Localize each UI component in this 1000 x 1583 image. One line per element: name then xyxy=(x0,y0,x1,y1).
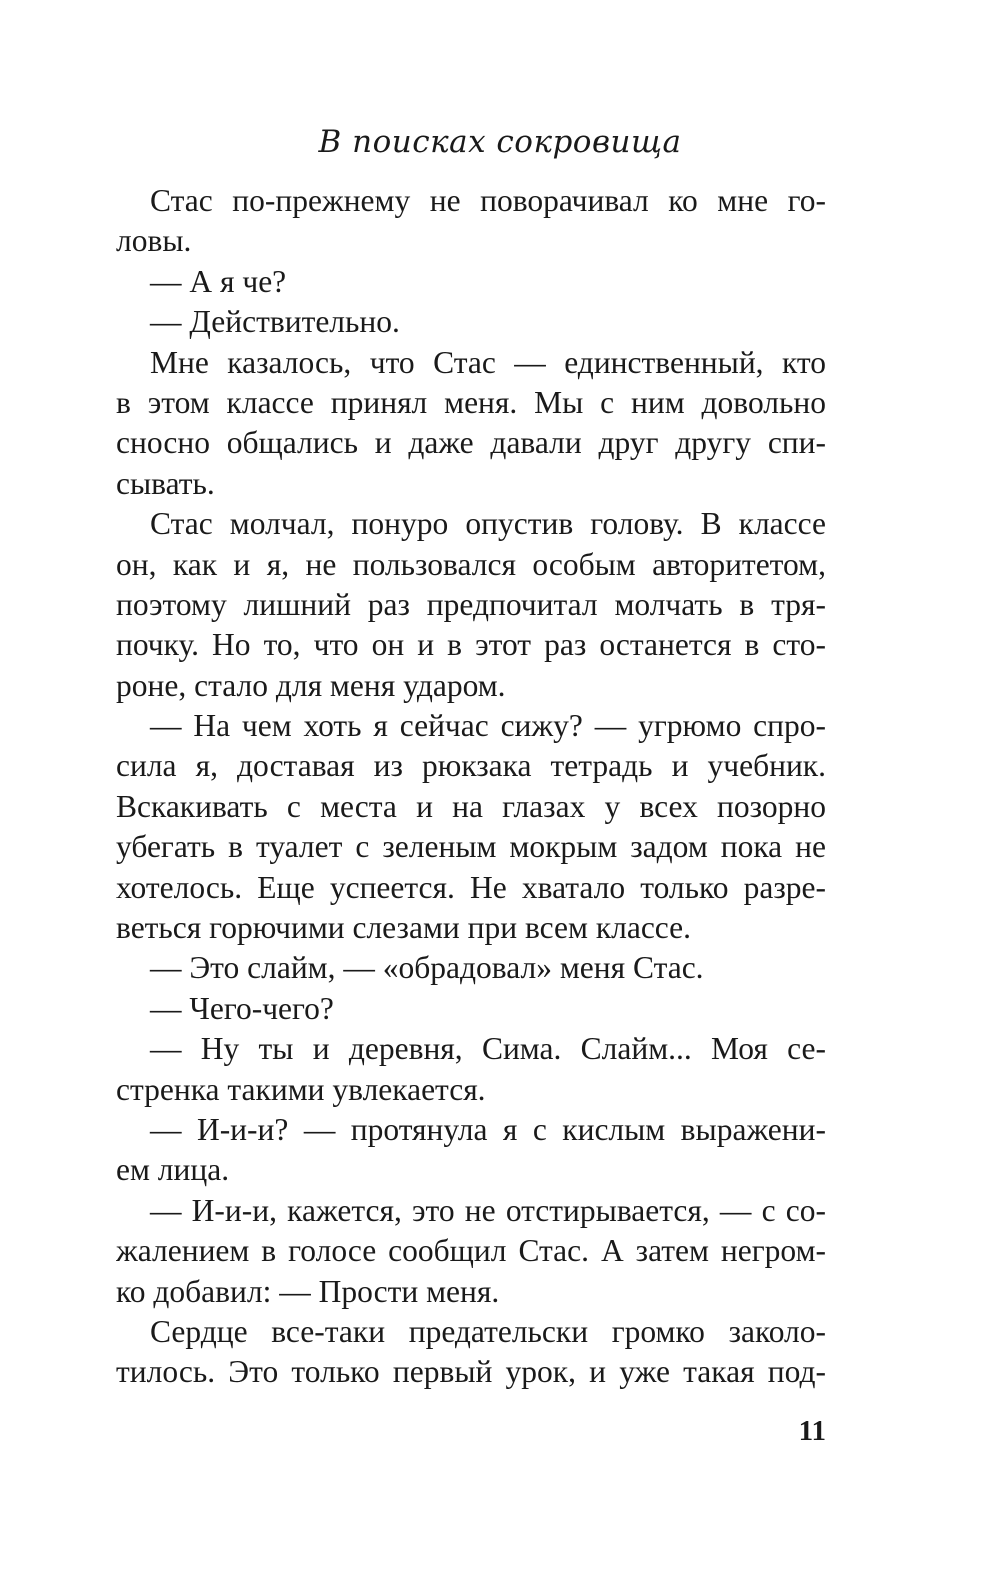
text-line: ем лица. xyxy=(116,1152,230,1188)
text-line: — И-и-и, кажется, это не отстирывается, — с со- xyxy=(150,1192,826,1228)
text-line: Сердце все-таки предательски громко заколо- xyxy=(150,1313,826,1349)
text-line: — Чего-чего? xyxy=(150,990,334,1026)
text-line: — И-и-и? — протянула я с кислым выражени- xyxy=(150,1111,826,1147)
text-line: хотелось. Еще успеется. Не хватало только разре- xyxy=(116,869,826,905)
text-line: стренка такими увлекается. xyxy=(116,1071,486,1107)
text-line: в этом классе принял меня. Мы с ним довольно xyxy=(116,384,826,420)
text-line: — Действительно. xyxy=(150,304,400,340)
page-number: 11 xyxy=(798,1415,826,1447)
text-line: он, как и я, не пользовался особым авторитетом, xyxy=(116,546,826,582)
text-line: почку. Но то, что он и в этот раз останется в сто- xyxy=(116,627,826,663)
text-line: Мне казалось, что Стас — единственный, кто xyxy=(150,344,826,380)
body-text xyxy=(116,181,826,1393)
text-line: Стас по-прежнему не поворачивал ко мне го- xyxy=(150,183,826,218)
text-line: сила я, доставая из рюкзака тетрадь и учебник. xyxy=(116,748,826,784)
text-line: ловы. xyxy=(116,223,192,259)
text-line: Стас молчал, понуро опустив голову. В классе xyxy=(150,506,826,542)
text-line: — На чем хоть я сейчас сижу? — угрюмо спро- xyxy=(150,708,826,744)
text-line: жалением в голосе сообщил Стас. А затем негром- xyxy=(116,1233,826,1269)
text-line: веться горючими слезами при всем классе. xyxy=(116,910,692,946)
running-title: В поисках сокровища xyxy=(318,124,682,160)
text-line: поэтому лишний раз предпочитал молчать в тря- xyxy=(116,586,826,622)
text-line: Вскакивать с места и на глазах у всех позорно xyxy=(116,788,826,824)
text-line: убегать в туалет с зеленым мокрым задом пока не xyxy=(116,829,826,865)
text-line: ко добавил: — Прости меня. xyxy=(116,1273,500,1309)
text-line: — Ну ты и деревня, Сима. Слайм... Моя се- xyxy=(150,1031,826,1067)
text-line: сывать. xyxy=(116,465,215,501)
text-line: — А я че? xyxy=(150,263,287,299)
text-line: сносно общались и даже давали друг другу спи- xyxy=(116,425,826,461)
text-line: тилось. Это только первый урок, и уже такая под- xyxy=(116,1354,826,1390)
text-line: роне, стало для меня ударом. xyxy=(116,667,506,703)
text-line: — Это слайм, — «обрадовал» меня Стас. xyxy=(150,950,704,986)
